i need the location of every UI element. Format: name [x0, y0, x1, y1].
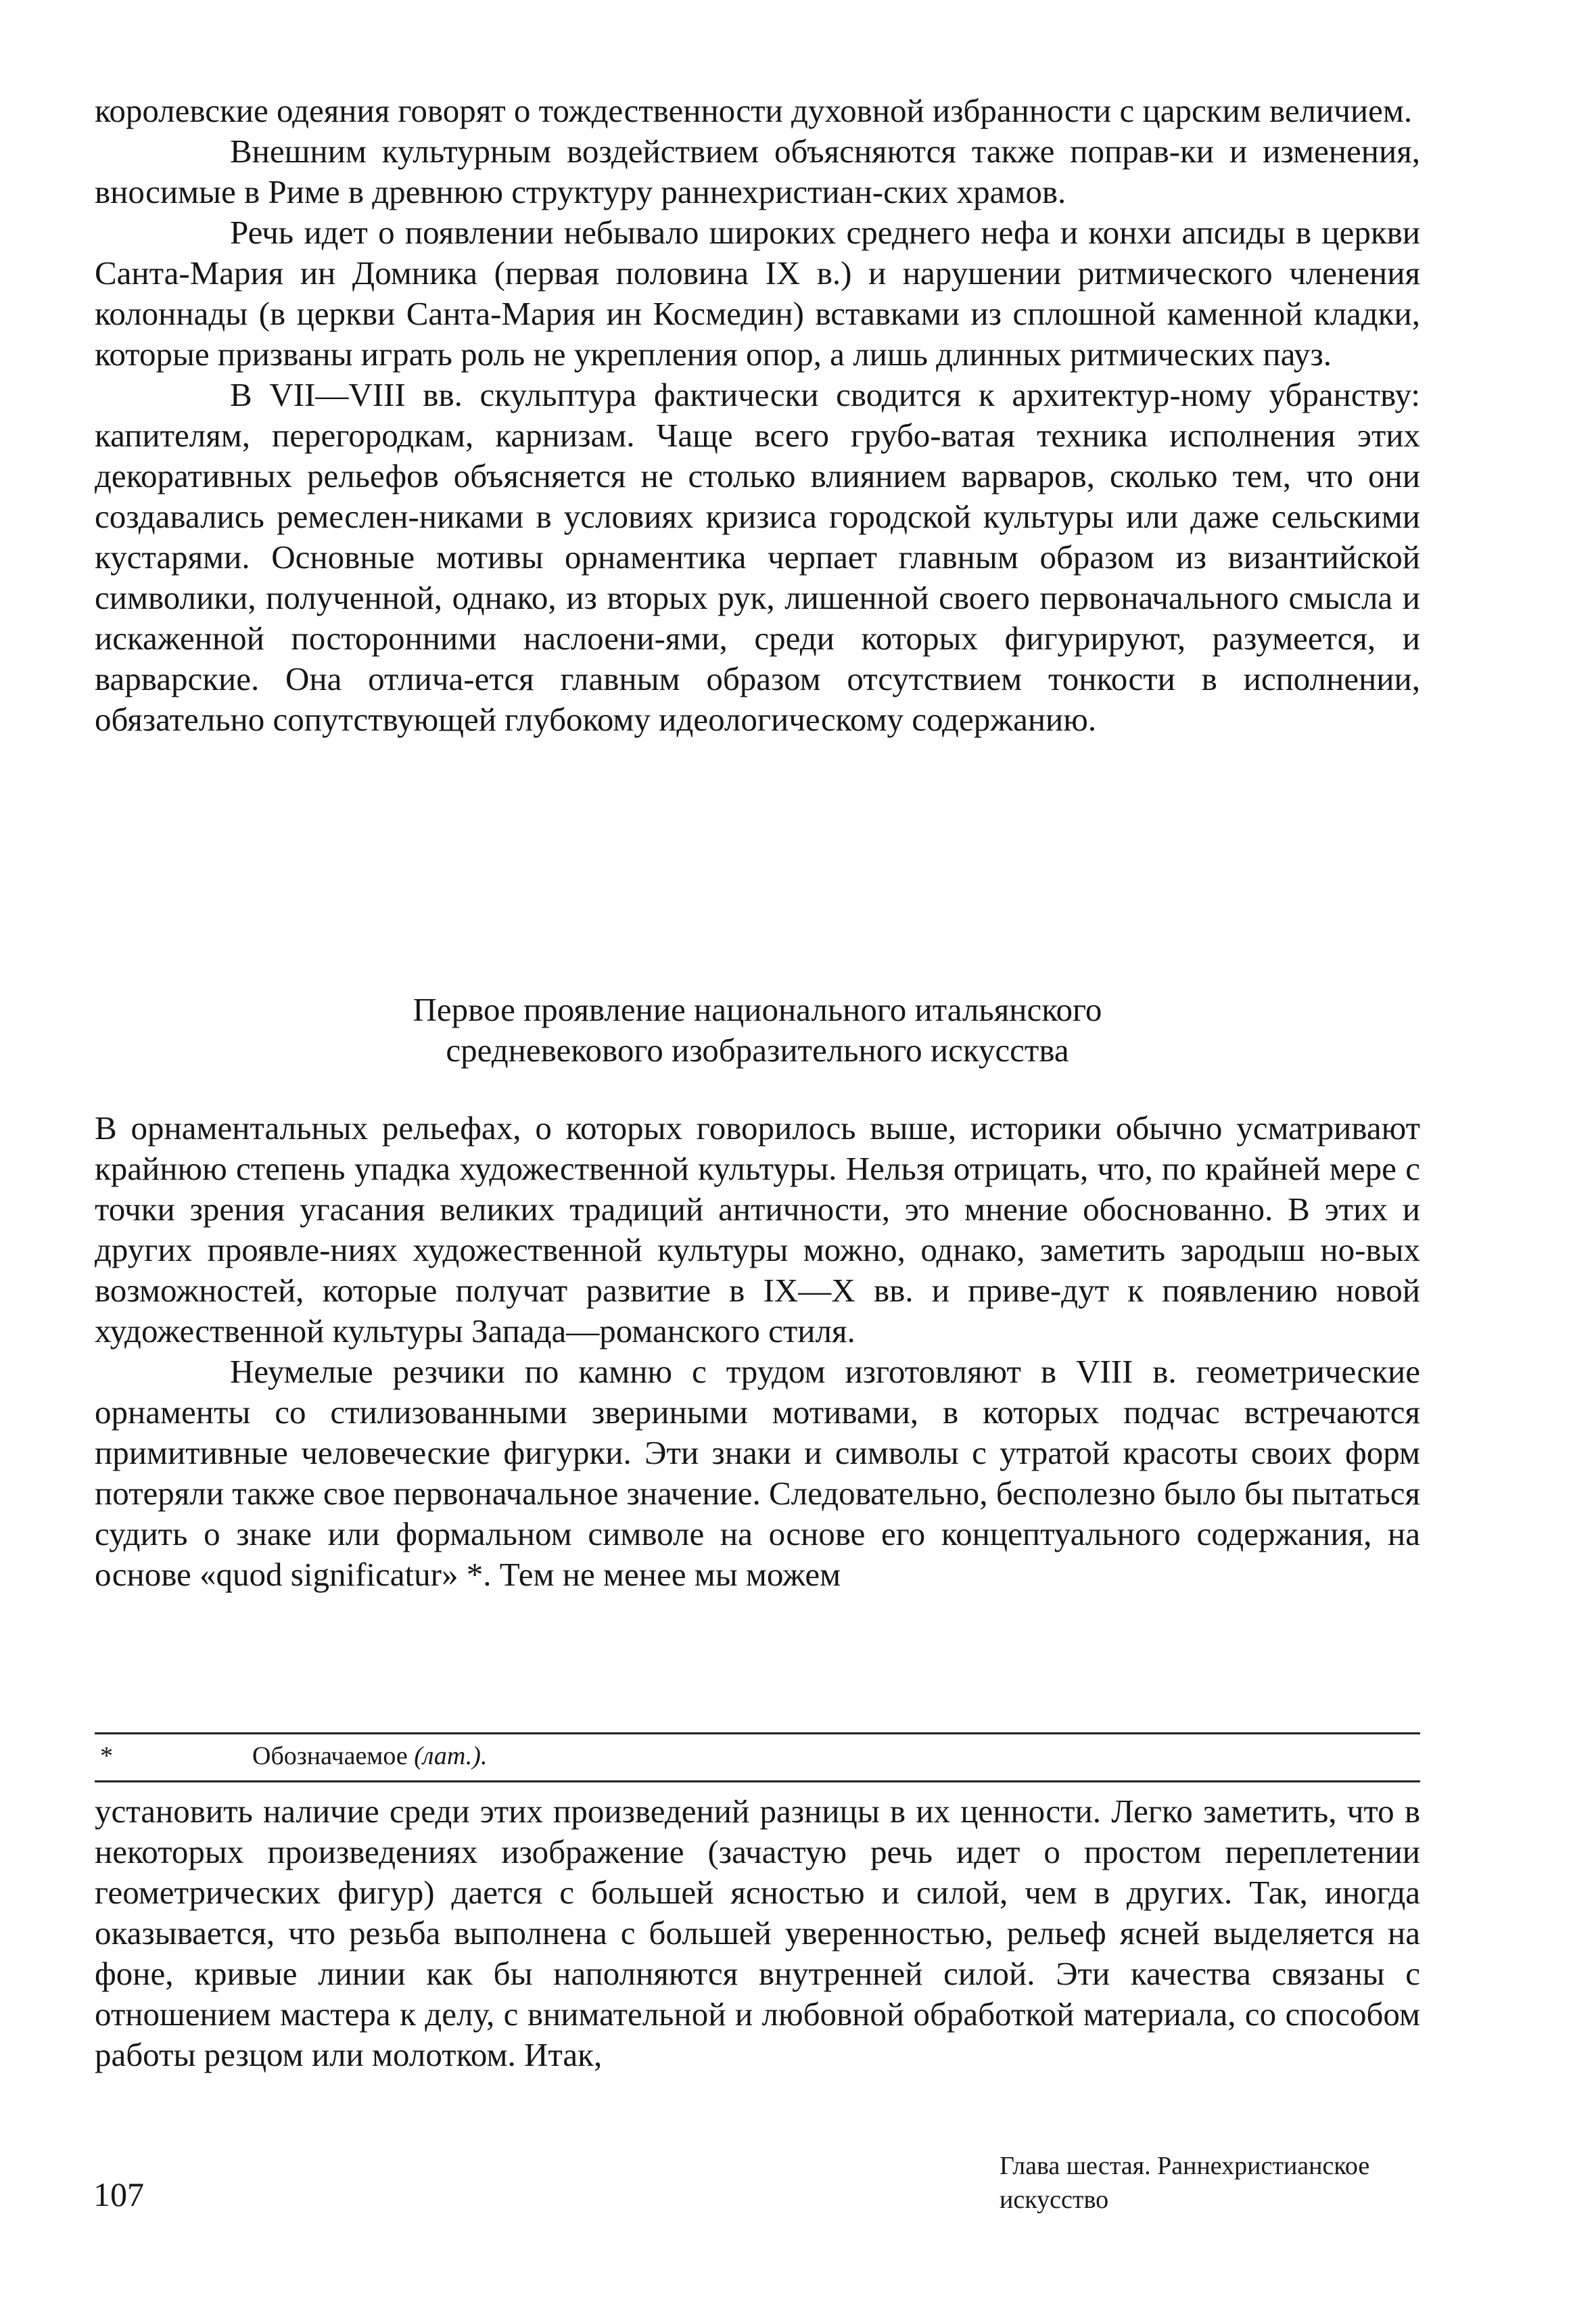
paragraph: королевские одеяния говорят о тождественности духовной избранности с царским величием. [95, 92, 1413, 129]
paragraph: В VII—VIII вв. скульптура фактически сводится к архитектур-ному убранству: капителям, перегородкам, карнизам. Чаще всего грубо-ватая техника исполнения этих декоративных рельефов объясняется не столько влиянием варваров, сколько тем, что они создавались ремеслен-никами в условиях кризиса городской культуры или даже сельскими кустарями. Основные мотивы орнаментика черпает главным образом из византийской символики, полученной, однако, из вторых рук, лишенной своего первоначального смысла и искаженной посторонними наслоени-ями, среди которых фигурируют, разумеется, и варварские. Она отлича-ется главным образом отсутствием тонкости в исполнении, обязательно сопутствующей глубокому идеологическому содержанию. [95, 376, 1420, 738]
paragraph: Внешним культурным воздействием объясняются также поправ-ки и изменения, вносимые в Риме в древнюю структуру раннехристиан-ских храмов. [95, 133, 1420, 210]
section-heading-line: Первое проявление национального итальянского [413, 991, 1102, 1028]
page-number: 107 [93, 2175, 144, 2213]
main-text-bottom [95, 1791, 1420, 2075]
footnote-text: Обозначаемое [252, 1742, 408, 1770]
running-footer [1000, 2149, 1513, 2217]
paragraph: установить наличие среди этих произведений разницы в их ценности. Легко заметить, что в некоторых произведениях изображение (зачастую речь идет о простом переплетении геометрических фигур) дается с большей ясностью и силой, чем в других. Так, иногда оказывается, что резьба выполнена с большей уверенностью, рельеф ясней выделяется на фоне, кривые линии как бы наполняются внутренней силой. Эти качества связаны с отношением мастера к делу, с внимательной и любовной обработкой материала, со способом работы резцом или молотком. Итак, [95, 1793, 1420, 2073]
footnote-mark: * [100, 1742, 113, 1770]
paragraph: Речь идет о появлении небывало широких среднего нефа и конхи апсиды в церкви Санта-Мария ин Домника (первая половина IX в.) и нарушении ритмического членения колоннады (в церкви Санта-Мария ин Космедин) вставками из сплошной каменной кладки, которые призваны играть роль не укрепления опор, а лишь длинных ритмических пауз. [95, 214, 1420, 373]
paragraph: В орнаментальных рельефах, о которых говорилось выше, историки обычно усматривают крайнюю степень упадка художественной культуры. Нельзя отрицать, что, по крайней мере с точки зрения угасания великих традиций античности, это мнение обоснованно. В этих и других проявле-ниях художественной культуры можно, однако, заметить зародыш но-вых возможностей, которые получат развитие в IX—X вв. и приве-дут к появлению новой художественной культуры Запада—романского стиля. [95, 1109, 1420, 1349]
footnote-divider-top [95, 1732, 1420, 1734]
footnote-divider-bottom [95, 1780, 1420, 1782]
main-text-middle [95, 1108, 1420, 1595]
footnote [95, 1737, 1420, 1775]
running-footer-line: искусство [1000, 2186, 1109, 2214]
footnote-language-note: (лат.). [414, 1742, 488, 1770]
section-heading-line: средневекового изобразительного искусства [446, 1032, 1069, 1069]
main-text-top [95, 91, 1420, 740]
section-heading [95, 990, 1420, 1071]
paragraph: Неумелые резчики по камню с трудом изготовляют в VIII в. геометрические орнаменты со стилизованными звериными мотивами, в которых подчас встречаются примитивные человеческие фигурки. Эти знаки и символы с утратой красоты своих форм потеряли также свое первоначальное значение. Следовательно, бесполезно было бы пытаться судить о знаке или формальном символе на основе его концептуального содержания, на основе «quod significatur» *. Тем не менее мы можем [95, 1353, 1420, 1593]
running-footer-line: Глава шестая. Раннехристианское [1000, 2152, 1370, 2180]
